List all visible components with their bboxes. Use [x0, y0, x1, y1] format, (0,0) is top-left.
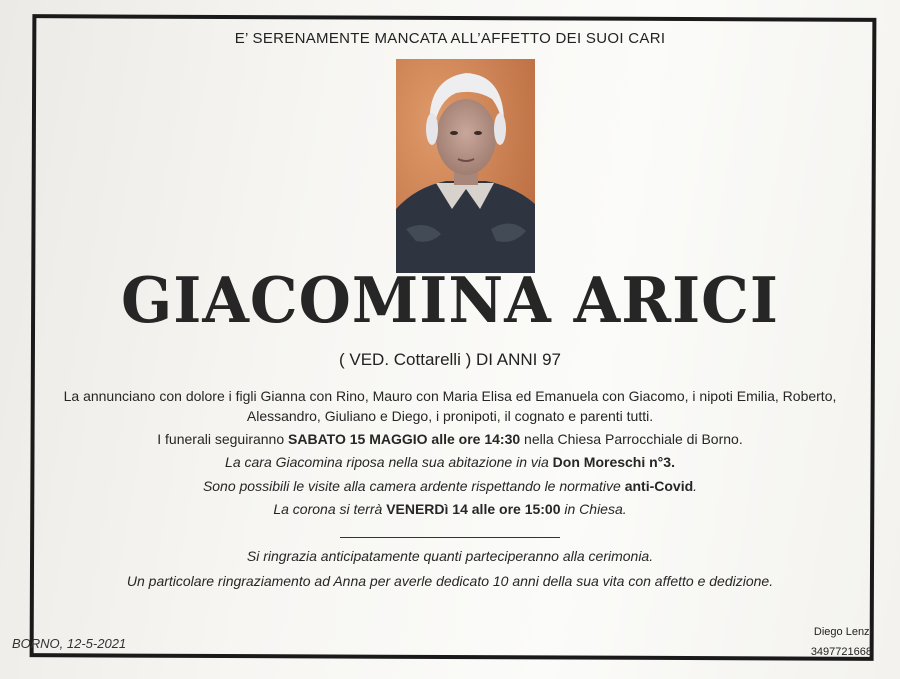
agency-phone: 3497721668	[810, 646, 872, 658]
rosary-datetime: VENERDì 14 alle ore 15:00	[386, 501, 561, 517]
agency-name: Diego Lenzi	[813, 626, 872, 638]
announcement-line-2: Alessandro, Giuliano e Diego, i pronipoti, il cognato e parenti tutti.	[246, 408, 654, 424]
deceased-name: GIACOMINA ARICI	[121, 264, 779, 338]
divider-line	[340, 537, 560, 538]
rosary-text: La corona si terrà	[273, 501, 387, 517]
funeral-line	[40, 429, 860, 449]
announcement-line-1: La annunciano con dolore i figli Gianna con Rino, Mauro con Maria Elisa ed Emanuela con Giacomo, i nipoti Emilia, Roberto,	[63, 388, 837, 404]
widow-age-line: ( VED. Cottarelli ) DI ANNI 97	[338, 350, 561, 369]
rosary-line	[40, 499, 860, 519]
rosary-place: in Chiesa.	[560, 501, 627, 517]
place-and-date: BORNO, 12-5-2021	[12, 636, 127, 651]
thanks-line-2: Un particolare ringraziamento ad Anna per averle dedicato 10 anni della sua vita con affetto e dedizione.	[126, 573, 774, 589]
funeral-place: nella Chiesa Parrocchiale di Borno.	[520, 431, 743, 447]
visits-line	[40, 476, 860, 496]
rest-text: La cara Giacomina riposa nella sua abitazione in via	[225, 454, 553, 470]
visits-period: .	[693, 478, 698, 494]
portrait-illustration	[396, 59, 535, 273]
visits-anticovid: anti-Covid	[624, 478, 694, 494]
rest-address: Don Moreschi n°3.	[552, 454, 675, 470]
visits-text: Sono possibili le visite alla camera ardente rispettando le normative	[202, 478, 625, 494]
rest-line	[40, 452, 860, 472]
thanks-line-1: Si ringrazia anticipatamente quanti parteciperanno alla cerimonia.	[246, 548, 654, 564]
header-line: E’ SERENAMENTE MANCATA ALL’AFFETTO DEI SUOI CARI	[234, 30, 666, 47]
funeral-agency	[811, 622, 872, 662]
funeral-datetime: SABATO 15 MAGGIO alle ore 14:30	[288, 431, 521, 447]
funeral-text: I funerali seguiranno	[157, 431, 289, 447]
portrait-photo	[396, 59, 535, 273]
